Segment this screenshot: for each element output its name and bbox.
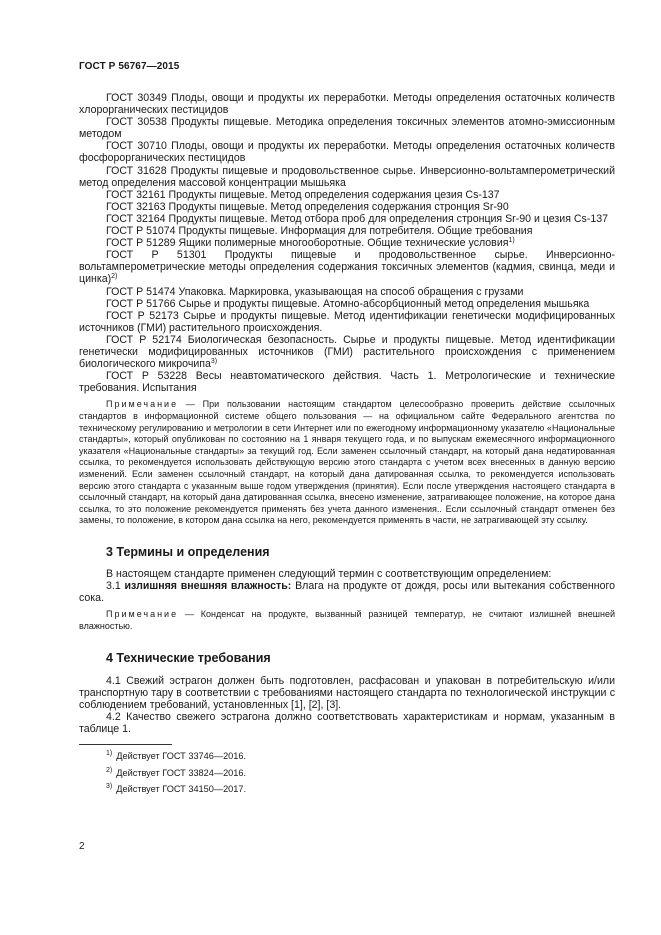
reference-item <box>79 213 615 225</box>
reference-item <box>79 92 615 116</box>
reference-text: ГОСТ 31628 Продукты пищевые и продовольственное сырье. Инверсионно-вольтамперометрический метод определения массовой концентрации мышьяка <box>79 164 615 189</box>
reference-text: ГОСТ Р 51301 Продукты пищевые и продовольственное сырье. Инверсионно-вольтамперометрические методы определения содержания токсичных элементов (кадмия, свинца, меди и цинка) <box>79 249 615 286</box>
reference-item <box>79 189 615 201</box>
reference-text: ГОСТ 30538 Продукты пищевые. Методика определения токсичных элементов атомно-эмиссионным методом <box>79 116 615 141</box>
reference-text: ГОСТ 30710 Плоды, овощи и продукты их переработки. Методы определения остаточных количеств фосфорорганических пестицидов <box>79 140 615 165</box>
footnote-item <box>106 765 615 782</box>
footnote-mark: 3) <box>106 783 113 790</box>
reference-text: ГОСТ Р 53228 Весы неавтоматического действия. Часть 1. Метрологические и технические требования. Испытания <box>79 370 615 395</box>
section-3-title: 3 Термины и определения <box>106 544 270 559</box>
reference-item <box>79 249 615 285</box>
reference-text: ГОСТ 32161 Продукты пищевые. Метод определения содержания цезия Cs-137 <box>106 188 500 201</box>
footnote-mark: 2) <box>106 766 113 774</box>
footnotes <box>79 748 615 798</box>
section-3-intro: В настоящем стандарте применен следующий термин с соответствующим определением: <box>106 567 552 580</box>
reference-item <box>79 298 615 310</box>
footnote-mark: 2) <box>111 273 118 281</box>
term-text: Влага на продукте от дождя, росы или вытекания собственного сока. <box>79 580 615 605</box>
footnote-mark: 1) <box>508 237 515 245</box>
references-note <box>79 399 615 527</box>
reference-text: ГОСТ Р 52173 Сырье и продукты пищевые. Метод идентификации генетически модифицированных источников (ГМИ) растительного происхождения. <box>79 309 615 334</box>
note-text: — Конденсат на продукте, вызванный разницей температур, не считают излишней внешней влажностью. <box>79 609 615 631</box>
term-definition <box>79 580 615 604</box>
footnote-mark: 3) <box>210 358 218 366</box>
term-name: излишняя внешняя влажность: <box>124 580 292 593</box>
document-body <box>79 92 615 798</box>
reference-item <box>79 370 615 394</box>
references-list <box>79 92 615 394</box>
note-label: Примечание <box>106 399 179 410</box>
footnote-text: Действует ГОСТ 33746—2016. <box>116 751 247 761</box>
reference-text: ГОСТ Р 51474 Упаковка. Маркировка, указывающая на способ обращения с грузами <box>106 285 524 298</box>
section-4-title: 4 Технические требования <box>106 651 271 666</box>
reference-text: ГОСТ Р 51766 Сырье и продукты пищевые. Атомно-абсорбционный метод определения мышьяка <box>106 297 590 310</box>
term-number: 3.1 <box>106 580 121 593</box>
reference-item <box>79 225 615 237</box>
page-number: 2 <box>79 841 85 852</box>
footnote-mark: 1) <box>106 750 113 757</box>
footnote-item <box>106 781 615 798</box>
footnote-item <box>106 748 615 765</box>
reference-item <box>79 201 615 213</box>
section-4-paragraph-1: 4.1 Свежий эстрагон должен быть подготовлен, расфасован и упакован в потребительскую и/или транспортную тару в соответствии с требованиями настоящего стандарта по технологической инструкции с соблюдением требований, установленных [1], [2], [3]. <box>79 674 615 711</box>
reference-item <box>79 310 615 334</box>
footnote-divider <box>79 744 172 745</box>
page-header: ГОСТ Р 56767—2015 <box>79 61 180 72</box>
footnote-text: Действует ГОСТ 34150—2017. <box>116 784 247 794</box>
reference-item <box>79 165 615 189</box>
footnote-text: Действует ГОСТ 33824—2016. <box>116 767 247 778</box>
reference-item <box>79 286 615 298</box>
note-text: — При пользовании настоящим стандартом целесообразно проверить действие ссылочных стандартов в информационной системе общего пользования — на официальном сайте Федерального агентства по техническому регулированию и метрологии в сети Интернет или по ежегодному информационному указателю «Национальные стандарты», который опубликован по состоянию на 1 января текущего года, и по выпускам ежемесячного информационного указателя «Национальные стандарты» за текущий год. Если заменен ссылочный стандарт, на который дана недатированная ссылка, то рекомендуется использовать действующую версию этого стандарта с учетом всех внесенных в данную версию изменений. Если заменен ссылочный стандарт, на который дана датированная ссылка, то рекомендуется использовать версию этого стандарта с указанным выше годом утверждения (принятия). Если после утверждения настоящего стандарта в ссылочный стандарт, на который дана датированная ссылка, внесено изменение, затрагивающее положение, на которое дана ссылка, то это положение рекомендуется применять без учета данного изменения.. Если ссылочный стандарт отменен без замены, то положение, в котором дана ссылка на него, рекомендуется применять в части, не затрагивающей эту ссылку. <box>79 399 615 526</box>
term-note <box>79 609 615 632</box>
note-label: Примечание <box>106 609 179 620</box>
section-4-paragraph-2: 4.2 Качество свежего эстрагона должно соответствовать характеристикам и нормам, указанным в таблице 1. <box>79 710 615 735</box>
reference-text: ГОСТ 32163 Продукты пищевые. Метод определения содержания стронция Sr-90 <box>106 200 509 213</box>
reference-item <box>79 334 615 370</box>
reference-text: ГОСТ Р 52174 Биологическая безопасность. Сырье и продукты пищевые. Метод идентификации генетически модифицированных источников (ГМИ) растительного происхождения с применением биологического микрочипа <box>79 333 615 371</box>
reference-text: ГОСТ Р 51289 Ящики полимерные многооборотные. Общие технические условия <box>106 237 509 250</box>
reference-item <box>79 116 615 140</box>
reference-text: ГОСТ 32164 Продукты пищевые. Метод отбора проб для определения стронция Sr-90 и цезия Cs-137 <box>106 212 609 225</box>
reference-item <box>79 140 615 164</box>
reference-item <box>79 237 615 249</box>
reference-text: ГОСТ Р 51074 Продукты пищевые. Информация для потребителя. Общие требования <box>106 225 533 238</box>
reference-text: ГОСТ 30349 Плоды, овощи и продукты их переработки. Методы определения остаточных количеств хлорорганических пестицидов <box>79 92 615 117</box>
